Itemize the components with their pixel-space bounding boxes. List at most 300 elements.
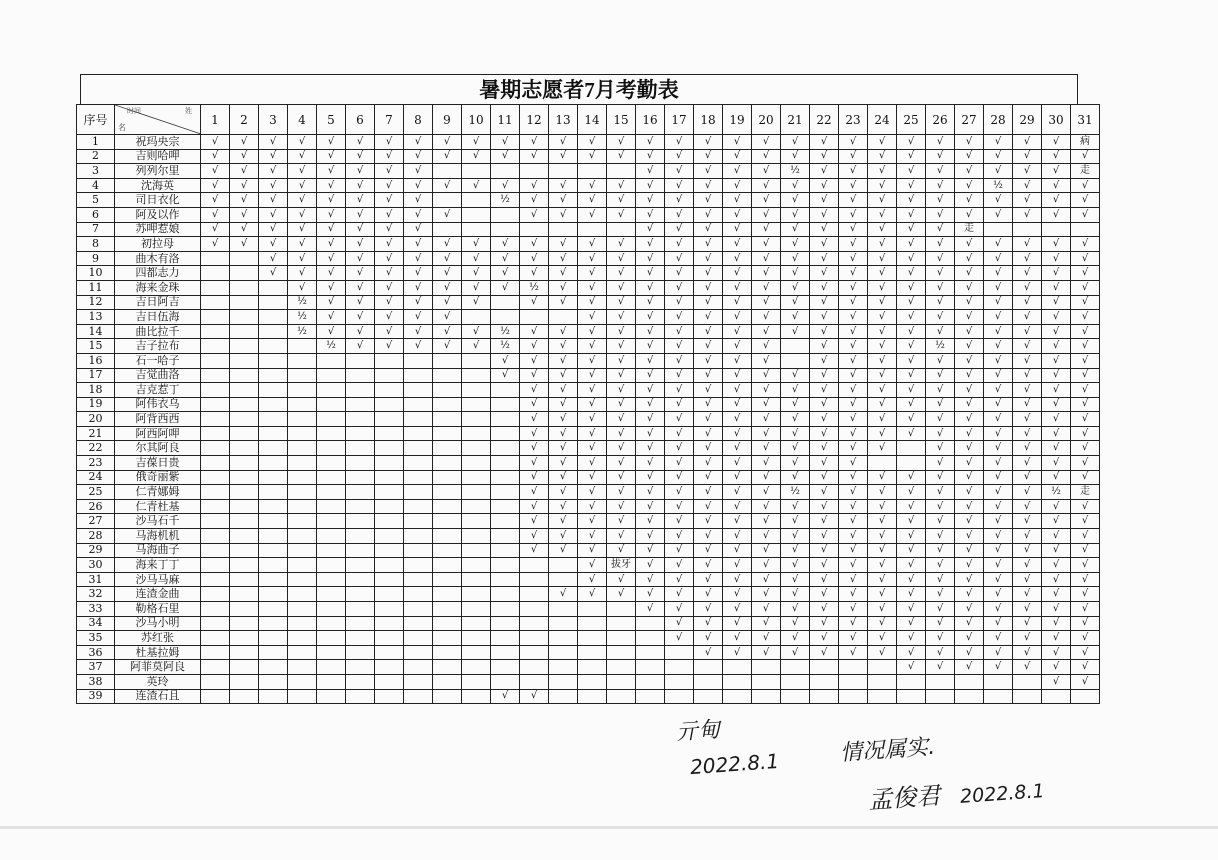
attendance-cell: √ — [897, 324, 926, 339]
attendance-cell: √ — [926, 529, 955, 544]
attendance-cell — [288, 499, 317, 514]
attendance-cell: √ — [520, 295, 549, 310]
attendance-cell — [346, 602, 375, 617]
attendance-cell — [230, 339, 259, 354]
attendance-cell: √ — [375, 207, 404, 222]
attendance-cell: √ — [694, 383, 723, 398]
attendance-cell — [984, 222, 1013, 237]
attendance-cell: √ — [810, 587, 839, 602]
attendance-cell — [259, 602, 288, 617]
attendance-cell — [491, 470, 520, 485]
attendance-cell — [201, 674, 230, 689]
attendance-cell: √ — [578, 135, 607, 150]
attendance-cell: √ — [1042, 660, 1071, 675]
attendance-cell — [433, 645, 462, 660]
attendance-cell — [781, 660, 810, 675]
attendance-cell: √ — [1042, 178, 1071, 193]
attendance-cell — [404, 529, 433, 544]
attendance-cell: √ — [1071, 383, 1100, 398]
attendance-cell — [201, 558, 230, 573]
attendance-cell: √ — [433, 324, 462, 339]
attendance-cell: √ — [1071, 470, 1100, 485]
attendance-cell: √ — [781, 631, 810, 646]
row-number: 10 — [77, 266, 115, 281]
attendance-cell: √ — [1071, 339, 1100, 354]
attendance-cell: √ — [839, 645, 868, 660]
day-header-24: 24 — [868, 105, 897, 135]
attendance-cell: √ — [1071, 207, 1100, 222]
volunteer-name: 勒格石里 — [115, 602, 201, 617]
attendance-cell — [491, 441, 520, 456]
attendance-cell — [897, 689, 926, 704]
attendance-cell: √ — [549, 456, 578, 471]
attendance-cell: √ — [1042, 368, 1071, 383]
attendance-cell: √ — [868, 441, 897, 456]
attendance-cell: √ — [636, 222, 665, 237]
table-row — [77, 295, 1100, 310]
row-number: 25 — [77, 485, 115, 500]
attendance-cell — [230, 485, 259, 500]
attendance-cell — [346, 485, 375, 500]
attendance-cell — [346, 572, 375, 587]
attendance-cell: √ — [462, 251, 491, 266]
table-row — [77, 543, 1100, 558]
attendance-cell: √ — [1013, 178, 1042, 193]
attendance-cell: √ — [404, 237, 433, 252]
attendance-cell: √ — [665, 426, 694, 441]
attendance-cell — [404, 631, 433, 646]
attendance-cell: √ — [636, 543, 665, 558]
attendance-cell: √ — [810, 558, 839, 573]
row-number: 22 — [77, 441, 115, 456]
attendance-cell: √ — [839, 397, 868, 412]
attendance-cell: √ — [1042, 616, 1071, 631]
attendance-cell — [288, 689, 317, 704]
table-row — [77, 178, 1100, 193]
attendance-cell: √ — [375, 266, 404, 281]
attendance-cell — [375, 645, 404, 660]
attendance-cell — [230, 368, 259, 383]
attendance-cell: √ — [955, 587, 984, 602]
attendance-cell — [404, 397, 433, 412]
attendance-cell: √ — [491, 280, 520, 295]
volunteer-name: 沙马马麻 — [115, 572, 201, 587]
attendance-cell — [723, 674, 752, 689]
attendance-cell — [317, 631, 346, 646]
row-number: 16 — [77, 353, 115, 368]
attendance-cell — [201, 587, 230, 602]
diag-label-name: 名 — [118, 123, 126, 132]
volunteer-name: 沈海英 — [115, 178, 201, 193]
attendance-cell — [230, 383, 259, 398]
attendance-cell: ½ — [781, 164, 810, 179]
day-header-9: 9 — [433, 105, 462, 135]
attendance-cell: √ — [607, 499, 636, 514]
attendance-cell: √ — [1042, 251, 1071, 266]
attendance-cell: √ — [636, 237, 665, 252]
attendance-cell — [346, 470, 375, 485]
attendance-cell: √ — [926, 514, 955, 529]
volunteer-name: 苏红张 — [115, 631, 201, 646]
attendance-cell: √ — [984, 660, 1013, 675]
attendance-cell: √ — [810, 397, 839, 412]
attendance-cell: √ — [1013, 631, 1042, 646]
attendance-cell: √ — [230, 178, 259, 193]
attendance-cell: √ — [810, 280, 839, 295]
day-header-15: 15 — [607, 105, 636, 135]
attendance-cell: √ — [375, 222, 404, 237]
attendance-cell: √ — [897, 660, 926, 675]
attendance-cell: √ — [868, 295, 897, 310]
attendance-cell: √ — [868, 207, 897, 222]
attendance-cell: √ — [1071, 310, 1100, 325]
attendance-cell — [259, 456, 288, 471]
attendance-cell: √ — [694, 164, 723, 179]
attendance-cell: √ — [984, 529, 1013, 544]
attendance-cell: √ — [752, 558, 781, 573]
volunteer-name: 连渣石且 — [115, 689, 201, 704]
attendance-cell: √ — [868, 339, 897, 354]
attendance-cell: √ — [433, 295, 462, 310]
attendance-cell — [288, 602, 317, 617]
attendance-cell: √ — [665, 280, 694, 295]
attendance-cell: √ — [926, 543, 955, 558]
attendance-cell — [665, 660, 694, 675]
attendance-cell: √ — [752, 149, 781, 164]
table-row — [77, 572, 1100, 587]
attendance-cell: √ — [752, 426, 781, 441]
attendance-cell: √ — [404, 324, 433, 339]
attendance-cell — [549, 572, 578, 587]
attendance-cell: √ — [636, 383, 665, 398]
attendance-cell: √ — [694, 266, 723, 281]
attendance-cell: √ — [607, 266, 636, 281]
table-row — [77, 280, 1100, 295]
attendance-cell — [810, 689, 839, 704]
attendance-cell: √ — [781, 193, 810, 208]
attendance-cell: √ — [984, 616, 1013, 631]
attendance-cell: √ — [781, 587, 810, 602]
table-row — [77, 164, 1100, 179]
attendance-cell: √ — [897, 470, 926, 485]
attendance-cell: √ — [1013, 266, 1042, 281]
attendance-cell — [201, 324, 230, 339]
attendance-cell: √ — [462, 280, 491, 295]
attendance-cell: √ — [897, 514, 926, 529]
attendance-cell: √ — [1071, 616, 1100, 631]
attendance-cell — [520, 222, 549, 237]
attendance-cell — [317, 383, 346, 398]
attendance-cell: √ — [839, 251, 868, 266]
row-number: 21 — [77, 426, 115, 441]
attendance-cell: √ — [317, 178, 346, 193]
attendance-cell — [462, 558, 491, 573]
attendance-cell — [230, 426, 259, 441]
attendance-cell — [317, 645, 346, 660]
attendance-cell: √ — [926, 660, 955, 675]
attendance-cell: √ — [694, 135, 723, 150]
attendance-cell: √ — [694, 499, 723, 514]
attendance-cell: √ — [1013, 251, 1042, 266]
attendance-cell: √ — [810, 645, 839, 660]
attendance-cell: √ — [955, 543, 984, 558]
attendance-cell — [375, 602, 404, 617]
attendance-cell — [984, 674, 1013, 689]
signature-1-name: 亓甸 — [675, 717, 721, 746]
attendance-cell: √ — [1013, 470, 1042, 485]
attendance-cell — [520, 616, 549, 631]
attendance-cell: √ — [1071, 660, 1100, 675]
attendance-cell — [520, 645, 549, 660]
attendance-cell — [259, 616, 288, 631]
attendance-cell: √ — [839, 499, 868, 514]
attendance-cell: √ — [723, 310, 752, 325]
row-number: 14 — [77, 324, 115, 339]
attendance-cell — [433, 587, 462, 602]
attendance-cell: √ — [288, 222, 317, 237]
attendance-cell: √ — [926, 383, 955, 398]
attendance-cell: √ — [810, 237, 839, 252]
attendance-cell: √ — [781, 266, 810, 281]
attendance-cell: √ — [520, 426, 549, 441]
attendance-cell: √ — [520, 529, 549, 544]
attendance-cell: √ — [839, 602, 868, 617]
attendance-cell — [433, 674, 462, 689]
attendance-cell: √ — [897, 251, 926, 266]
attendance-cell: √ — [491, 178, 520, 193]
attendance-cell: √ — [926, 207, 955, 222]
volunteer-name: 马海曲子 — [115, 543, 201, 558]
attendance-cell: √ — [694, 616, 723, 631]
attendance-cell: √ — [288, 207, 317, 222]
attendance-cell — [230, 456, 259, 471]
attendance-cell: √ — [346, 164, 375, 179]
attendance-cell — [288, 368, 317, 383]
attendance-cell: √ — [752, 339, 781, 354]
attendance-cell: √ — [781, 222, 810, 237]
attendance-cell: √ — [578, 572, 607, 587]
attendance-cell: √ — [694, 456, 723, 471]
attendance-cell: √ — [984, 645, 1013, 660]
attendance-cell: √ — [346, 222, 375, 237]
attendance-cell: √ — [1042, 164, 1071, 179]
attendance-cell: √ — [636, 426, 665, 441]
attendance-cell — [433, 470, 462, 485]
attendance-cell: √ — [317, 324, 346, 339]
table-row — [77, 602, 1100, 617]
attendance-cell: √ — [578, 237, 607, 252]
attendance-cell: √ — [549, 149, 578, 164]
attendance-cell: √ — [1071, 499, 1100, 514]
attendance-cell — [230, 441, 259, 456]
attendance-cell: √ — [636, 485, 665, 500]
attendance-cell: √ — [694, 251, 723, 266]
attendance-cell: √ — [607, 397, 636, 412]
attendance-cell: √ — [868, 397, 897, 412]
attendance-cell — [230, 266, 259, 281]
attendance-cell: √ — [404, 280, 433, 295]
attendance-cell: √ — [694, 178, 723, 193]
attendance-cell — [462, 222, 491, 237]
attendance-cell: √ — [868, 237, 897, 252]
attendance-cell — [520, 164, 549, 179]
attendance-cell: √ — [578, 441, 607, 456]
attendance-cell: √ — [201, 222, 230, 237]
attendance-cell — [404, 353, 433, 368]
attendance-cell — [230, 660, 259, 675]
attendance-cell: √ — [665, 543, 694, 558]
attendance-cell — [868, 674, 897, 689]
attendance-cell: √ — [317, 149, 346, 164]
attendance-cell: √ — [665, 587, 694, 602]
volunteer-name: 石一哈子 — [115, 353, 201, 368]
attendance-cell: √ — [317, 222, 346, 237]
attendance-cell — [752, 689, 781, 704]
attendance-cell: √ — [984, 383, 1013, 398]
attendance-cell: √ — [1013, 499, 1042, 514]
attendance-cell: √ — [549, 499, 578, 514]
attendance-cell — [462, 397, 491, 412]
attendance-cell: √ — [549, 339, 578, 354]
attendance-cell: √ — [810, 602, 839, 617]
attendance-cell: √ — [201, 164, 230, 179]
attendance-cell: √ — [926, 499, 955, 514]
day-header-28: 28 — [984, 105, 1013, 135]
attendance-cell — [665, 689, 694, 704]
attendance-cell: √ — [578, 397, 607, 412]
volunteer-name: 仁青杜基 — [115, 499, 201, 514]
attendance-cell: √ — [636, 207, 665, 222]
attendance-cell: √ — [665, 485, 694, 500]
attendance-cell: ½ — [520, 280, 549, 295]
attendance-cell — [1013, 222, 1042, 237]
attendance-cell — [578, 616, 607, 631]
table-row — [77, 616, 1100, 631]
attendance-cell: √ — [955, 616, 984, 631]
attendance-cell — [926, 674, 955, 689]
attendance-cell: √ — [520, 485, 549, 500]
attendance-cell — [201, 412, 230, 427]
attendance-cell: √ — [520, 324, 549, 339]
attendance-cell — [404, 689, 433, 704]
attendance-cell: √ — [549, 295, 578, 310]
attendance-cell: √ — [955, 149, 984, 164]
attendance-cell: √ — [288, 149, 317, 164]
attendance-cell — [375, 470, 404, 485]
attendance-cell — [201, 426, 230, 441]
attendance-cell: √ — [839, 339, 868, 354]
attendance-cell: √ — [984, 456, 1013, 471]
attendance-cell: √ — [984, 251, 1013, 266]
volunteer-name: 马海机机 — [115, 529, 201, 544]
attendance-cell: √ — [665, 514, 694, 529]
attendance-cell: √ — [549, 397, 578, 412]
attendance-cell — [549, 602, 578, 617]
attendance-cell — [433, 412, 462, 427]
attendance-cell: √ — [1071, 324, 1100, 339]
attendance-cell: √ — [665, 310, 694, 325]
attendance-cell — [1042, 689, 1071, 704]
attendance-cell: √ — [723, 412, 752, 427]
attendance-cell: √ — [1071, 295, 1100, 310]
attendance-cell — [230, 324, 259, 339]
attendance-cell: √ — [694, 645, 723, 660]
attendance-cell — [201, 368, 230, 383]
attendance-cell — [230, 558, 259, 573]
attendance-cell: √ — [259, 135, 288, 150]
table-row — [77, 470, 1100, 485]
attendance-cell: √ — [1071, 674, 1100, 689]
attendance-cell: √ — [752, 602, 781, 617]
row-number: 3 — [77, 164, 115, 179]
attendance-cell — [897, 441, 926, 456]
volunteer-name: 阿西阿呷 — [115, 426, 201, 441]
attendance-cell: √ — [491, 149, 520, 164]
attendance-cell: √ — [1013, 164, 1042, 179]
table-row — [77, 660, 1100, 675]
attendance-cell: √ — [636, 514, 665, 529]
attendance-cell: √ — [317, 280, 346, 295]
attendance-cell — [607, 689, 636, 704]
attendance-cell: ½ — [781, 485, 810, 500]
attendance-cell — [375, 674, 404, 689]
attendance-cell: √ — [984, 295, 1013, 310]
attendance-cell: √ — [259, 193, 288, 208]
day-header-2: 2 — [230, 105, 259, 135]
attendance-cell: √ — [752, 295, 781, 310]
attendance-cell: √ — [259, 164, 288, 179]
attendance-cell: √ — [607, 441, 636, 456]
attendance-cell: √ — [665, 266, 694, 281]
attendance-cell — [201, 251, 230, 266]
attendance-cell: √ — [897, 631, 926, 646]
attendance-cell: √ — [1042, 280, 1071, 295]
attendance-cell: √ — [723, 499, 752, 514]
attendance-cell — [201, 543, 230, 558]
attendance-cell: √ — [346, 135, 375, 150]
attendance-cell: √ — [404, 193, 433, 208]
attendance-cell: √ — [752, 164, 781, 179]
attendance-cell: √ — [752, 587, 781, 602]
attendance-cell: √ — [636, 251, 665, 266]
row-number: 35 — [77, 631, 115, 646]
attendance-cell: √ — [781, 412, 810, 427]
attendance-cell: √ — [375, 310, 404, 325]
attendance-cell: √ — [607, 135, 636, 150]
attendance-cell: √ — [1042, 543, 1071, 558]
attendance-cell: √ — [607, 353, 636, 368]
attendance-cell: √ — [839, 412, 868, 427]
attendance-cell: ½ — [926, 339, 955, 354]
attendance-cell: √ — [955, 412, 984, 427]
day-header-22: 22 — [810, 105, 839, 135]
attendance-cell — [433, 543, 462, 558]
attendance-cell: √ — [520, 193, 549, 208]
attendance-cell: √ — [752, 499, 781, 514]
attendance-cell — [839, 689, 868, 704]
attendance-cell: √ — [520, 543, 549, 558]
attendance-cell: √ — [607, 339, 636, 354]
attendance-cell: √ — [578, 178, 607, 193]
attendance-cell: √ — [926, 135, 955, 150]
attendance-cell: √ — [694, 631, 723, 646]
attendance-cell: √ — [984, 572, 1013, 587]
attendance-cell: √ — [665, 412, 694, 427]
attendance-cell: √ — [723, 383, 752, 398]
attendance-cell — [346, 456, 375, 471]
attendance-cell — [230, 499, 259, 514]
attendance-cell: √ — [375, 280, 404, 295]
